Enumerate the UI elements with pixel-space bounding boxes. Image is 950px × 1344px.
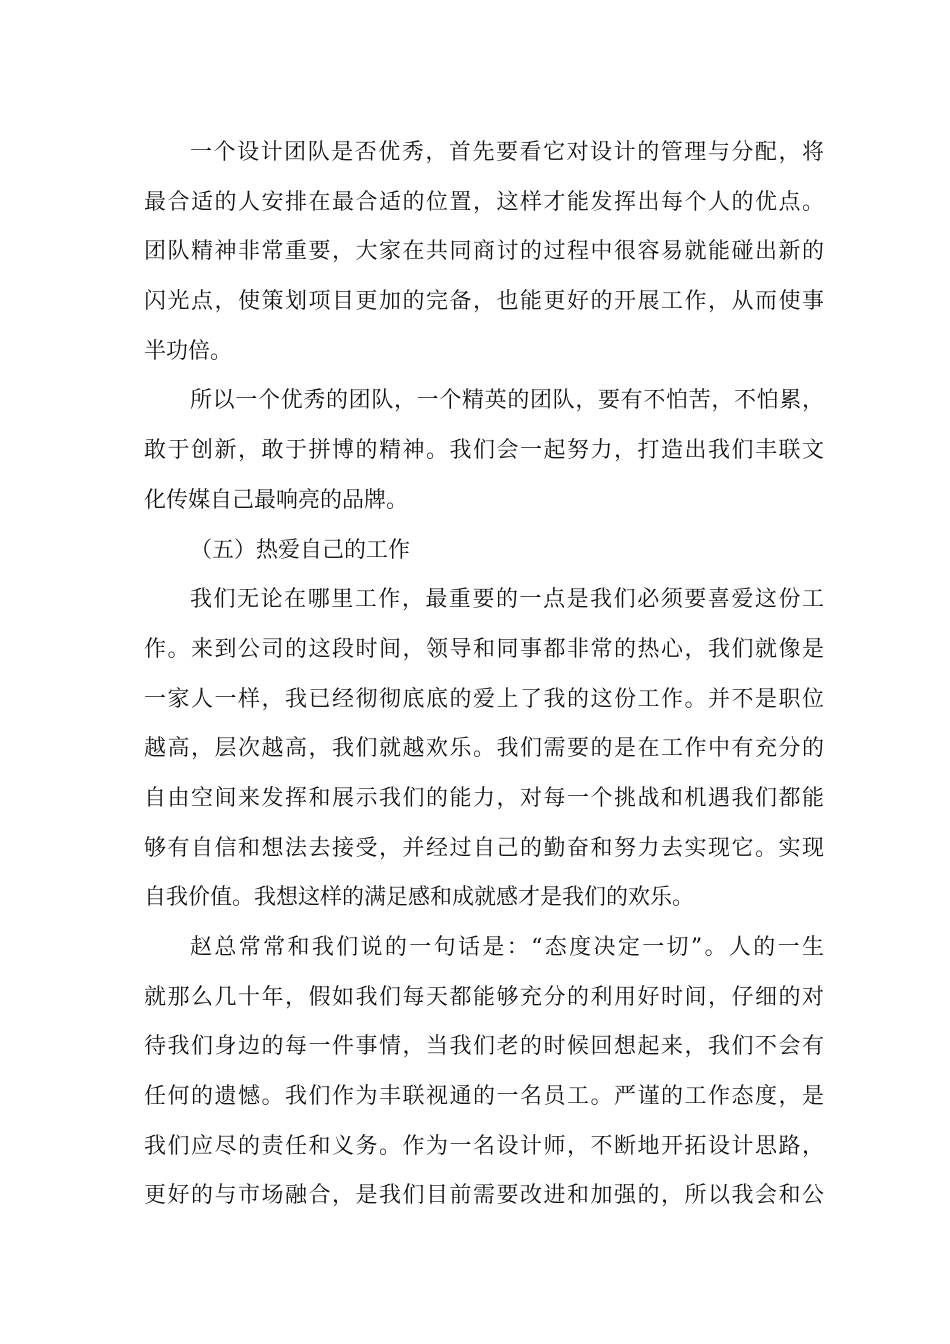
paragraph-3-line-5: 自由空间来发挥和展示我们的能力，对每一个挑战和机遇我们都能 [144, 785, 824, 811]
paragraph-4-line-5: 我们应尽的责任和义务。作为一名设计师，不断地开拓设计思路， [144, 1133, 824, 1159]
paragraph-3-line-7: 自我价值。我想这样的满足感和成就感才是我们的欢乐。 [144, 885, 695, 911]
paragraph-3-line-6: 够有自信和想法去接受，并经过自己的勤奋和努力去实现它。实现 [144, 835, 824, 861]
paragraph-2-line-1: 所以一个优秀的团队，一个精英的团队，要有不怕苦，不怕累， [190, 388, 824, 414]
paragraph-4-line-1: 赵总常常和我们说的一句话是：“态度决定一切”。人的一生 [190, 935, 824, 960]
paragraph-3-line-3: 一家人一样，我已经彻彻底底的爱上了我的这份工作。并不是职位 [144, 686, 824, 712]
paragraph-1-line-2: 最合适的人安排在最合适的位置，这样才能发挥出每个人的优点。 [144, 189, 824, 215]
section-heading: （五）热爱自己的工作 [190, 537, 411, 563]
paragraph-1-line-1: 一个设计团队是否优秀，首先要看它对设计的管理与分配，将 [190, 140, 824, 165]
paragraph-2-line-2: 敢于创新，敢于拼博的精神。我们会一起努力，打造出我们丰联文 [144, 438, 824, 464]
paragraph-4-line-6: 更好的与市场融合，是我们目前需要改进和加强的，所以我会和公 [144, 1183, 824, 1209]
paragraph-3-line-1: 我们无论在哪里工作，最重要的一点是我们必须要喜爱这份工 [190, 587, 824, 613]
paragraph-2-line-3: 化传媒自己最响亮的品牌。 [144, 487, 409, 513]
body-text [144, 128, 824, 1221]
paragraph-1-line-5: 半功倍。 [144, 338, 233, 364]
paragraph-4-line-4: 任何的遗憾。我们作为丰联视通的一名员工。严谨的工作态度，是 [144, 1084, 824, 1110]
paragraph-3-line-2: 作。来到公司的这段时间，领导和同事都非常的热心，我们就像是 [144, 636, 824, 662]
paragraph-4-line-3: 待我们身边的每一件事情，当我们老的时候回想起来，我们不会有 [144, 1034, 824, 1060]
paragraph-1-line-3: 团队精神非常重要，大家在共同商讨的过程中很容易就能碰出新的 [144, 239, 824, 265]
paragraph-3-line-4: 越高，层次越高，我们就越欢乐。我们需要的是在工作中有充分的 [144, 736, 824, 762]
paragraph-4-line-2: 就那么几十年，假如我们每天都能够充分的利用好时间，仔细的对 [144, 984, 824, 1010]
paragraph-1-line-4: 闪光点，使策划项目更加的完备，也能更好的开展工作，从而使事 [144, 289, 824, 315]
